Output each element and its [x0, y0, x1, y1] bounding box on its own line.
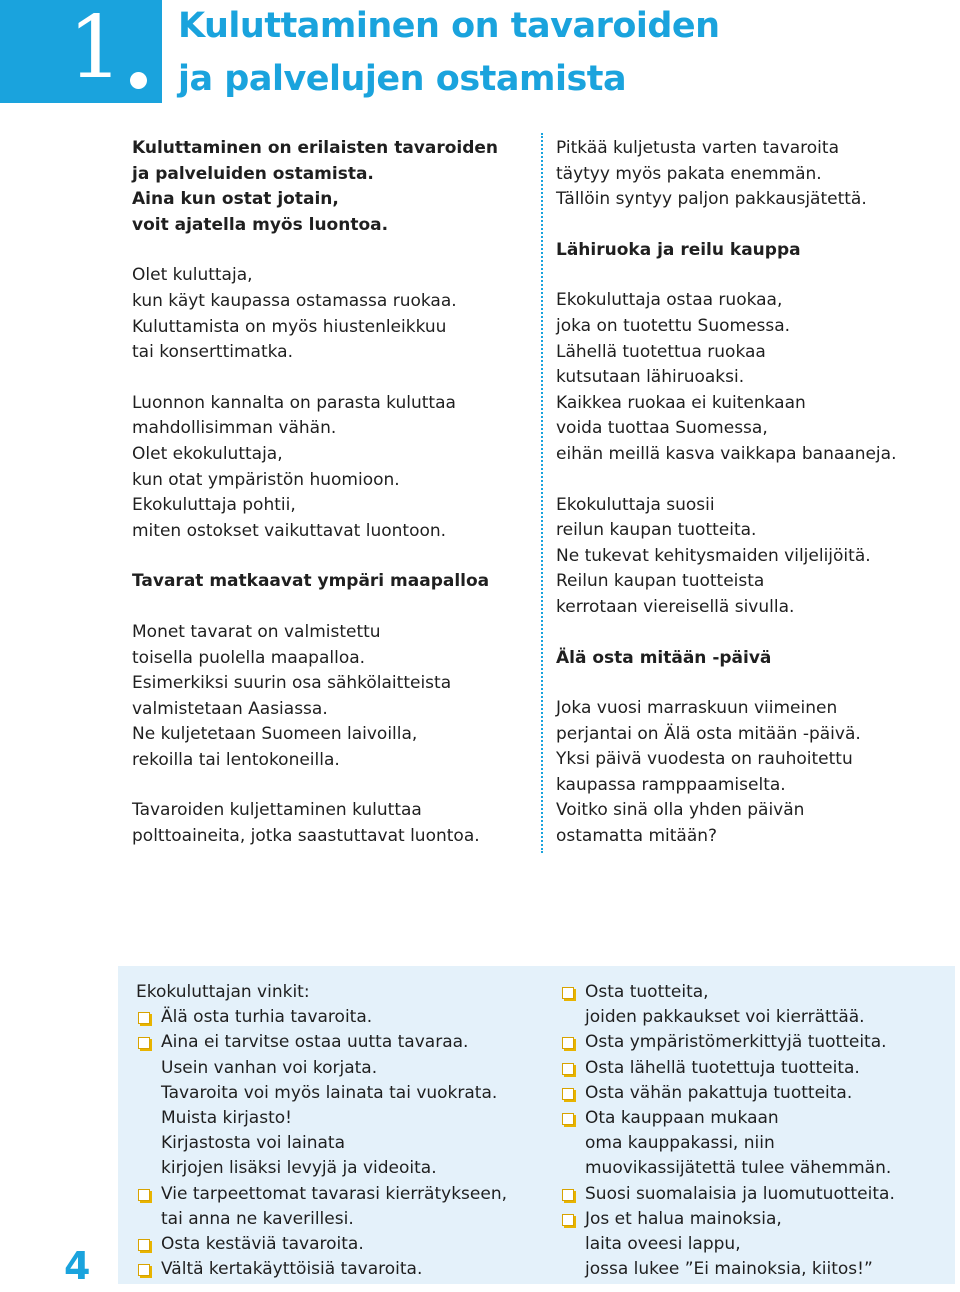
text-line: valmistetaan Aasiassa. — [132, 698, 328, 719]
text-line: täytyy myös pakata enemmän. — [556, 163, 822, 184]
tip-item: Älä osta turhia tavaroita. — [136, 1005, 507, 1030]
tip-item-continuation: joiden pakkaukset voi kierrättää. — [585, 1007, 865, 1028]
text-line: Ekokuluttaja ostaa ruokaa, — [556, 290, 783, 311]
tip-item: Osta lähellä tuotettuja tuotteita. — [560, 1056, 895, 1081]
text-line: joka on tuotettu Suomessa. — [556, 315, 791, 336]
tip-item-continuation: laita oveesi lappu, — [585, 1234, 741, 1255]
text-line: Kuluttamista on myös hiustenleikkuu — [132, 316, 447, 337]
text-line: kerrotaan viereisellä sivulla. — [556, 596, 795, 617]
chapter-title-line-2: ja palvelujen ostamista — [178, 59, 627, 99]
text-line: Tavaroiden kuljettaminen kuluttaa — [132, 800, 422, 821]
tips-right-list — [560, 980, 895, 1282]
text-line: toisella puolella maapalloa. — [132, 647, 366, 668]
text-line: Ekokuluttaja pohtii, — [132, 495, 296, 516]
tip-item: Osta ympäristömerkittyjä tuotteita. — [560, 1030, 895, 1055]
text-line: Olet kuluttaja, — [132, 265, 253, 286]
tip-item-continuation: tai anna ne kaverillesi. — [161, 1208, 354, 1229]
chapter-title — [178, 0, 720, 106]
text-line: kun käyt kaupassa ostamassa ruokaa. — [132, 290, 457, 311]
text-line: Ne tukevat kehitysmaiden viljelijöitä. — [556, 545, 871, 566]
tip-item: Osta tuotteita, — [560, 980, 895, 1005]
section-heading: Tavarat matkaavat ympäri maapalloa — [132, 571, 490, 592]
text-line: mahdollisimman vähän. — [132, 418, 337, 439]
tip-item: Suosi suomalaisia ja luomutuotteita. — [560, 1182, 895, 1207]
tip-item: Jos et halua mainoksia, — [560, 1207, 895, 1232]
tips-title: Ekokuluttajan vinkit: — [136, 982, 310, 1002]
text-line: Yksi päivä vuodesta on rauhoitettu — [556, 749, 853, 770]
text-line: Ekokuluttaja suosii — [556, 494, 715, 515]
checkbox-bullet-icon — [562, 1063, 574, 1075]
text-line: Pitkää kuljetusta varten tavaroita — [556, 138, 839, 158]
column-divider — [541, 133, 543, 853]
text-line: kutsutaan lähiruoaksi. — [556, 367, 745, 388]
text-line: kun otat ympäristön huomioon. — [132, 469, 400, 490]
tips-left-list — [136, 980, 507, 1282]
text-line: ostamatta mitään? — [556, 826, 718, 847]
checkbox-bullet-icon — [138, 1239, 150, 1251]
tip-item-continuation: Kirjastosta voi lainata — [161, 1133, 345, 1154]
tip-item-continuation: kirjojen lisäksi levyjä ja videoita. — [161, 1158, 437, 1179]
text-line: perjantai on Älä osta mitään -päivä. — [556, 723, 861, 744]
text-line: kaupassa ramppaamiselta. — [556, 774, 786, 795]
right-column — [556, 136, 946, 850]
checkbox-bullet-icon — [138, 1012, 150, 1024]
text-line: Olet ekokuluttaja, — [132, 443, 283, 464]
tip-item: Ota kauppaan mukaan — [560, 1106, 895, 1131]
intro-paragraph — [132, 136, 517, 238]
chapter-number-box — [0, 0, 162, 103]
text-line: Monet tavarat on valmistettu — [132, 621, 381, 642]
section-heading: Lähiruoka ja reilu kauppa — [556, 239, 801, 260]
chapter-number: 1 — [68, 0, 123, 98]
tip-item: Osta kestäviä tavaroita. — [136, 1232, 507, 1257]
page-number: 4 — [64, 1244, 91, 1288]
checkbox-bullet-icon — [138, 1037, 150, 1049]
text-line: Kaikkea ruokaa ei kuitenkaan — [556, 392, 806, 413]
chapter-dot — [130, 72, 147, 89]
checkbox-bullet-icon — [138, 1264, 150, 1276]
checkbox-bullet-icon — [562, 1088, 574, 1100]
tip-item: Vältä kertakäyttöisiä tavaroita. — [136, 1257, 507, 1282]
text-line: Kuluttaminen on erilaisten tavaroiden — [132, 138, 499, 158]
tip-item: Vie tarpeettomat tavarasi kierrätykseen, — [136, 1182, 507, 1207]
text-line: Aina kun ostat jotain, — [132, 189, 339, 210]
text-line: Luonnon kannalta on parasta kuluttaa — [132, 392, 456, 413]
text-line: voit ajatella myös luontoa. — [132, 214, 389, 235]
tip-item: Aina ei tarvitse ostaa uutta tavaraa. — [136, 1030, 507, 1055]
paragraph — [556, 288, 946, 467]
paragraph — [556, 136, 946, 213]
text-line: Joka vuosi marraskuun viimeinen — [556, 698, 838, 719]
text-line: Voitko sinä olla yhden päivän — [556, 800, 805, 821]
tip-item-continuation: jossa lukee ”Ei mainoksia, kiitos!” — [585, 1259, 873, 1280]
text-line: Tällöin syntyy paljon pakkausjätettä. — [556, 189, 867, 210]
tip-item-continuation: Usein vanhan voi korjata. — [161, 1057, 378, 1078]
text-line: rekoilla tai lentokoneilla. — [132, 749, 340, 770]
text-line: tai konserttimatka. — [132, 342, 293, 363]
paragraph — [132, 620, 517, 774]
checkbox-bullet-icon — [138, 1189, 150, 1201]
checkbox-bullet-icon — [562, 987, 574, 999]
text-line: polttoaineita, jotka saastuttavat luontoa. — [132, 826, 480, 847]
text-line: ja palveluiden ostamista. — [132, 163, 374, 184]
tip-item: Osta vähän pakattuja tuotteita. — [560, 1081, 895, 1106]
checkbox-bullet-icon — [562, 1189, 574, 1201]
paragraph — [556, 493, 946, 621]
tip-item-continuation: Muista kirjasto! — [161, 1108, 292, 1129]
text-line: Ne kuljetetaan Suomeen laivoilla, — [132, 724, 418, 745]
checkbox-bullet-icon — [562, 1113, 574, 1125]
section-heading: Älä osta mitään -päivä — [556, 647, 772, 668]
text-line: voida tuottaa Suomessa, — [556, 418, 768, 439]
text-line: Reilun kaupan tuotteista — [556, 571, 765, 592]
paragraph — [132, 391, 517, 545]
paragraph — [132, 798, 517, 849]
paragraph — [132, 263, 517, 365]
tip-item-continuation: oma kauppakassi, niin — [585, 1133, 775, 1154]
text-line: Esimerkiksi suurin osa sähkölaitteista — [132, 673, 452, 694]
tip-item-continuation: muovikassijätettä tulee vähemmän. — [585, 1158, 892, 1179]
tip-item-continuation: Tavaroita voi myös lainata tai vuokrata. — [161, 1082, 498, 1103]
chapter-title-line-1: Kuluttaminen on tavaroiden — [178, 6, 720, 46]
paragraph — [556, 696, 946, 850]
text-line: Lähellä tuotettua ruokaa — [556, 341, 766, 362]
text-line: eihän meillä kasva vaikkapa banaaneja. — [556, 443, 897, 464]
text-line: miten ostokset vaikuttavat luontoon. — [132, 520, 447, 541]
left-column — [132, 136, 517, 850]
text-line: reilun kaupan tuotteita. — [556, 520, 757, 541]
checkbox-bullet-icon — [562, 1037, 574, 1049]
checkbox-bullet-icon — [562, 1214, 574, 1226]
